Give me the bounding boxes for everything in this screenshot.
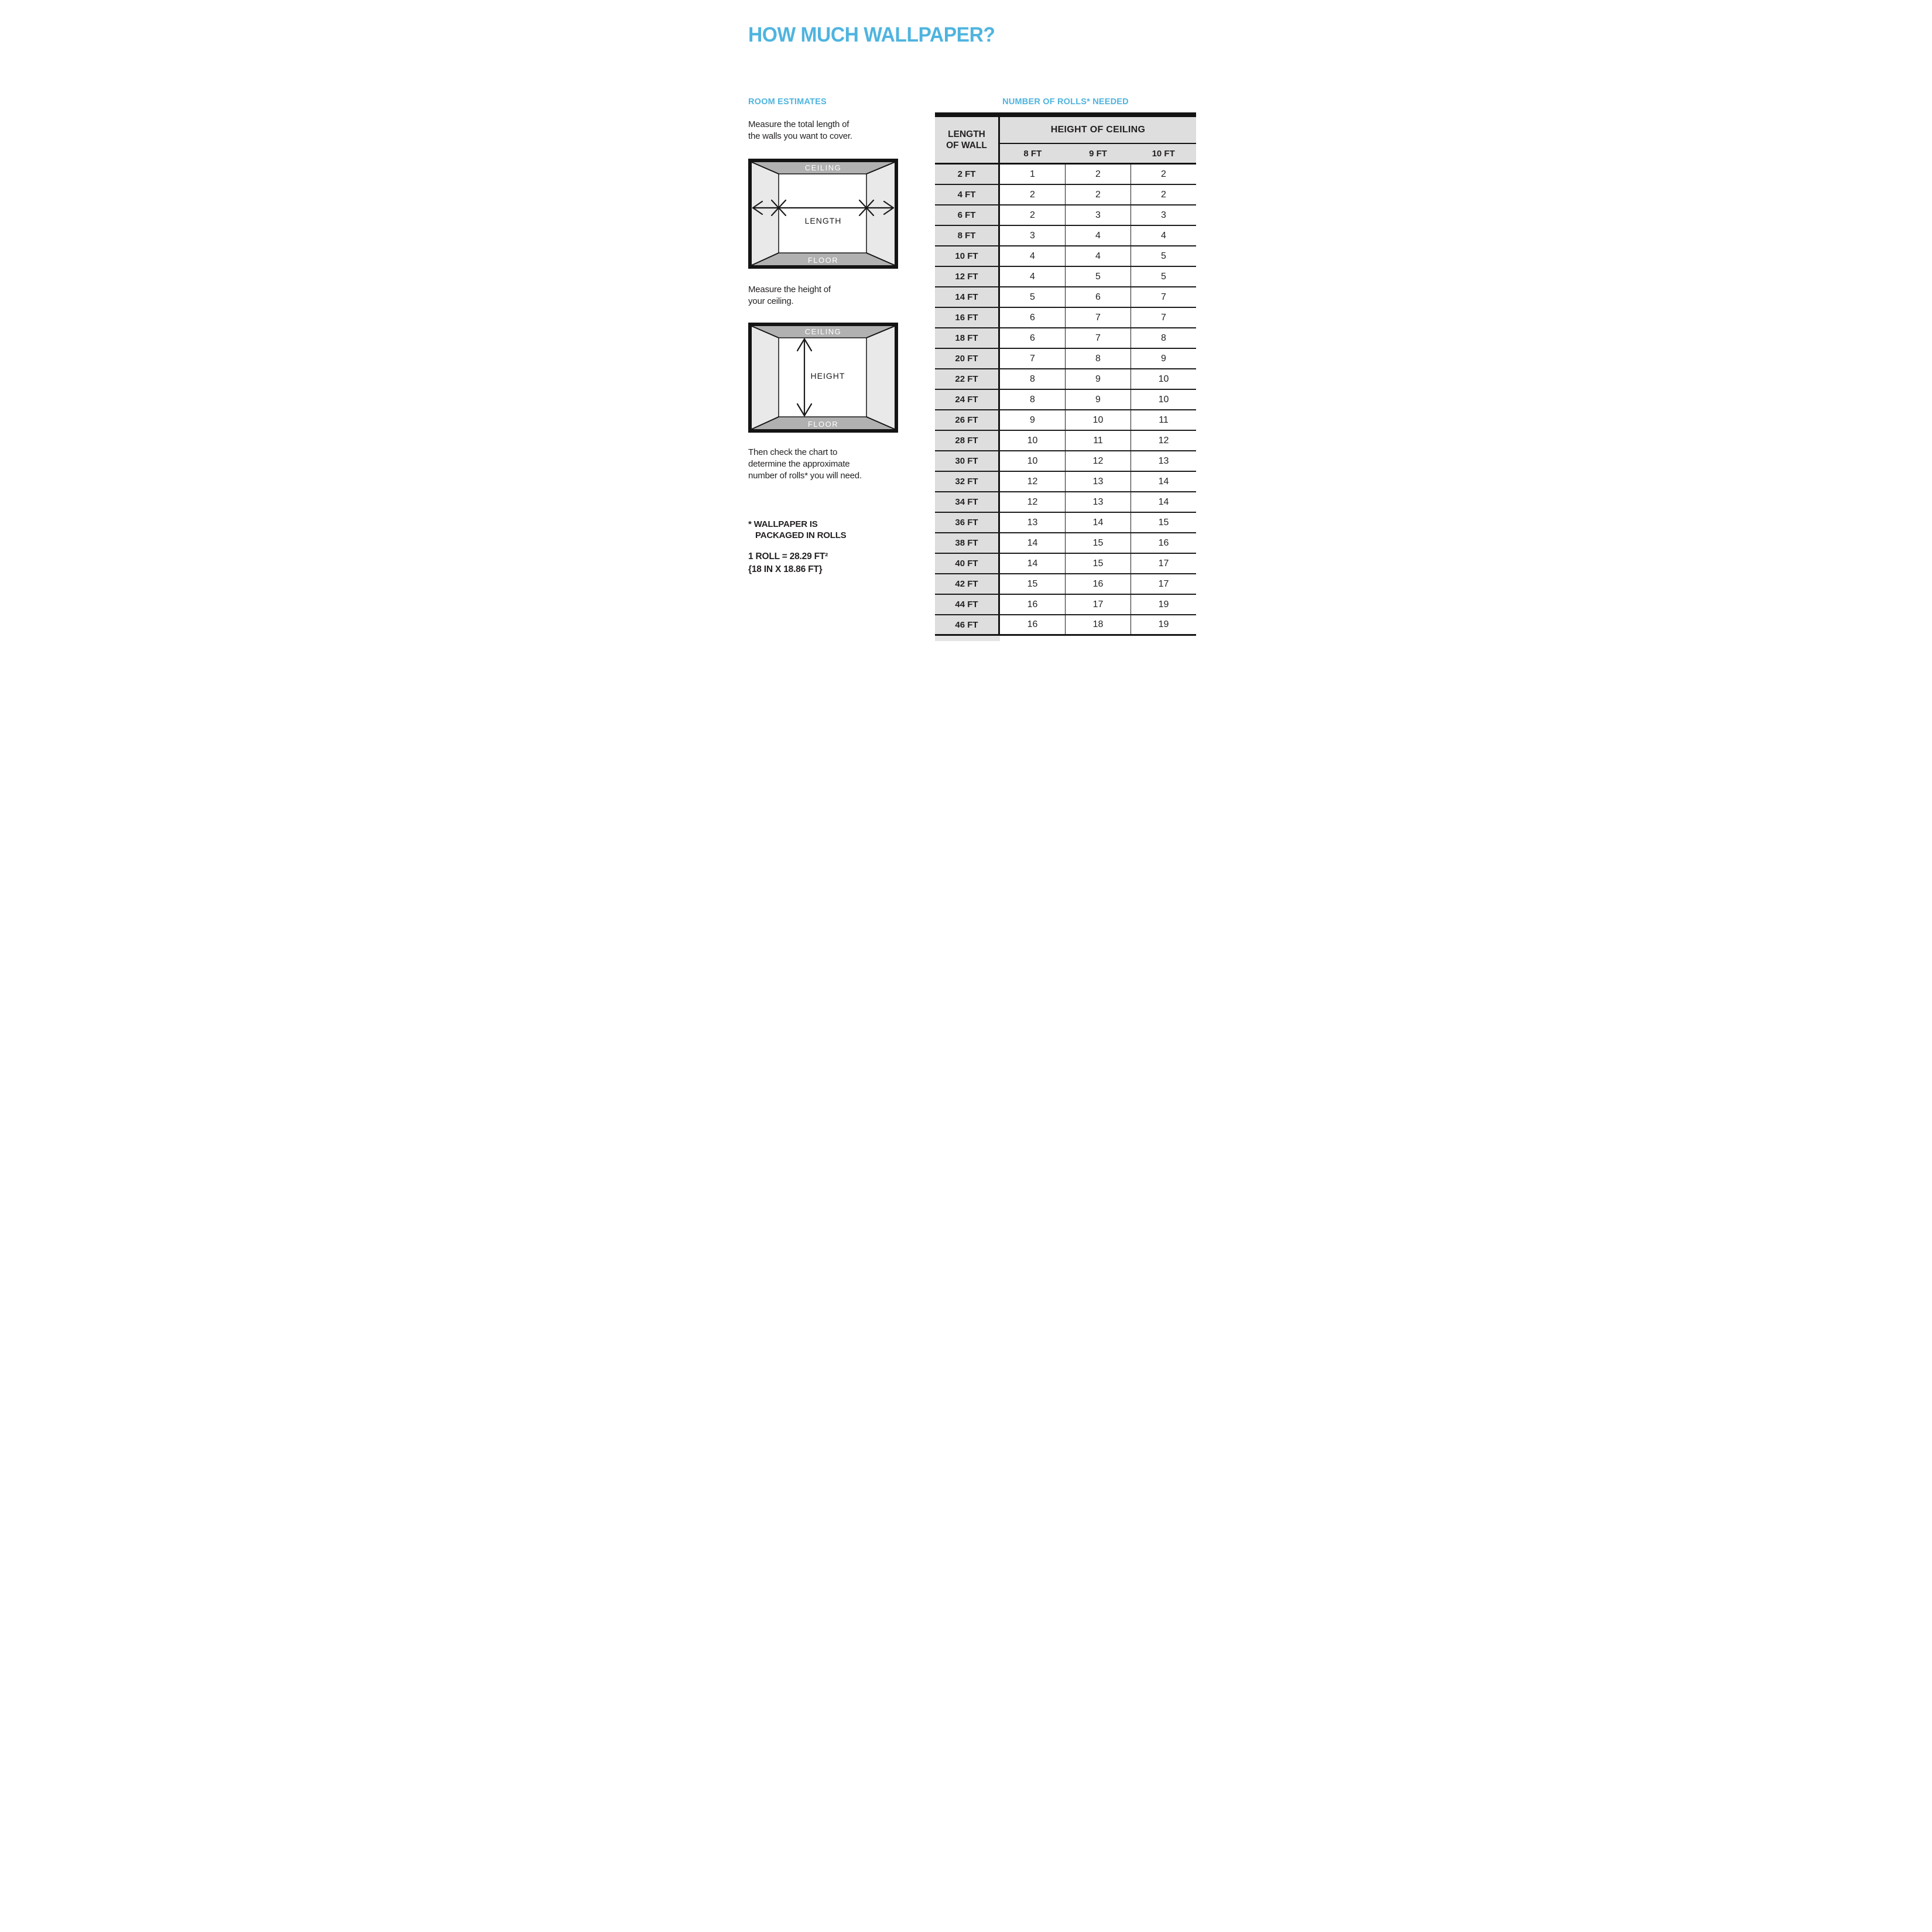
table-row	[935, 328, 1196, 349]
table-row	[935, 451, 1196, 472]
rolls-count-cell: 7	[1131, 308, 1196, 327]
rolls-count-cell: 14	[1131, 472, 1196, 491]
wallpaper-packaging-note	[748, 519, 847, 541]
rolls-count-cell: 10	[1131, 390, 1196, 409]
instruction-measure-length	[748, 119, 852, 142]
height-of-ceiling-header-group	[1000, 117, 1196, 163]
ceiling-label: CEILING	[804, 163, 842, 172]
rolls-count-cell: 9	[1000, 410, 1065, 430]
wall-length-cell: 36 FT	[935, 513, 1000, 532]
length-label: LENGTH	[804, 216, 842, 225]
wall-length-cell: 12 FT	[935, 267, 1000, 286]
left-wall	[752, 162, 779, 265]
rolls-count-cell: 15	[1000, 574, 1065, 594]
wall-length-cell: 26 FT	[935, 410, 1000, 430]
room-diagram-length	[748, 159, 898, 269]
table-row	[935, 287, 1196, 308]
rolls-count-cell: 7	[1000, 349, 1065, 368]
rolls-count-cell: 18	[1065, 615, 1131, 634]
rolls-count-cell: 5	[1065, 267, 1131, 286]
rolls-count-cell: 13	[1065, 472, 1131, 491]
rolls-count-cell: 5	[1131, 246, 1196, 266]
height-of-ceiling-header: HEIGHT OF CEILING	[1050, 125, 1146, 135]
rolls-count-cell: 7	[1065, 308, 1131, 327]
right-wall	[866, 326, 895, 429]
rolls-count-cell: 4	[1000, 246, 1065, 266]
rolls-count-cell: 8	[1000, 390, 1065, 409]
rolls-count-cell: 4	[1131, 226, 1196, 245]
rolls-count-cell: 2	[1000, 185, 1065, 204]
rolls-count-cell: 7	[1131, 287, 1196, 307]
table-corner-shadow	[935, 636, 1000, 641]
rolls-count-cell: 13	[1131, 451, 1196, 471]
floor-label: FLOOR	[807, 256, 839, 265]
rolls-count-cell: 13	[1065, 492, 1131, 512]
rolls-count-cell: 15	[1065, 554, 1131, 573]
wall-length-cell: 20 FT	[935, 349, 1000, 368]
rolls-count-cell: 16	[1131, 533, 1196, 553]
table-row	[935, 431, 1196, 451]
page-title: HOW MUCH WALLPAPER?	[748, 23, 995, 46]
rolls-count-cell: 7	[1065, 328, 1131, 348]
height-label: HEIGHT	[810, 371, 845, 381]
table-row	[935, 390, 1196, 410]
rolls-count-cell: 6	[1000, 328, 1065, 348]
rolls-count-cell: 12	[1131, 431, 1196, 450]
table-row	[935, 574, 1196, 595]
rolls-count-cell: 3	[1065, 205, 1131, 225]
col-header-8ft: 8 FT	[1023, 148, 1042, 159]
table-row	[935, 492, 1196, 513]
instruction-line: determine the approximate	[748, 459, 850, 469]
rolls-count-cell: 1	[1000, 165, 1065, 184]
note-line: PACKAGED IN ROLLS	[755, 530, 847, 540]
table-row	[935, 369, 1196, 390]
rolls-count-cell: 17	[1131, 554, 1196, 573]
rolls-count-cell: 9	[1065, 390, 1131, 409]
wall-length-cell: 40 FT	[935, 554, 1000, 573]
rolls-count-cell: 5	[1000, 287, 1065, 307]
rolls-count-cell: 15	[1065, 533, 1131, 553]
rolls-count-cell: 10	[1131, 369, 1196, 389]
rolls-count-cell: 3	[1131, 205, 1196, 225]
room-diagram-height	[748, 323, 898, 433]
rolls-count-cell: 4	[1065, 246, 1131, 266]
instruction-line: Measure the height of	[748, 285, 831, 294]
rolls-count-cell: 14	[1000, 554, 1065, 573]
wall-length-cell: 14 FT	[935, 287, 1000, 307]
rolls-count-cell: 14	[1000, 533, 1065, 553]
instruction-line: the walls you want to cover.	[748, 131, 852, 141]
table-body	[935, 165, 1196, 636]
rolls-count-cell: 8	[1065, 349, 1131, 368]
table-row	[935, 185, 1196, 205]
wall-length-cell: 2 FT	[935, 165, 1000, 184]
wall-length-cell: 10 FT	[935, 246, 1000, 266]
wall-length-cell: 30 FT	[935, 451, 1000, 471]
col-header-10ft: 10 FT	[1152, 148, 1175, 159]
room-estimates-heading: ROOM ESTIMATES	[748, 97, 827, 107]
table-row	[935, 513, 1196, 533]
rolls-count-cell: 2	[1131, 165, 1196, 184]
rolls-count-cell: 3	[1000, 226, 1065, 245]
ceiling-height-columns	[1000, 143, 1196, 163]
instruction-check-chart	[748, 447, 862, 482]
rolls-count-cell: 16	[1000, 615, 1065, 634]
rolls-count-cell: 2	[1000, 205, 1065, 225]
wall-length-cell: 24 FT	[935, 390, 1000, 409]
instruction-line: number of rolls* you will need.	[748, 471, 862, 481]
ceiling-label: CEILING	[804, 327, 842, 336]
header-line: LENGTH	[948, 129, 985, 139]
table-row	[935, 165, 1196, 185]
wall-length-cell: 4 FT	[935, 185, 1000, 204]
table-row	[935, 267, 1196, 287]
rolls-count-cell: 10	[1000, 451, 1065, 471]
wall-length-cell: 34 FT	[935, 492, 1000, 512]
back-wall	[779, 174, 866, 253]
col-header-9ft: 9 FT	[1089, 148, 1107, 159]
rolls-count-cell: 14	[1065, 513, 1131, 532]
rolls-count-cell: 13	[1000, 513, 1065, 532]
table-top-border	[935, 112, 1196, 117]
table-row	[935, 308, 1196, 328]
rolls-count-cell: 19	[1131, 595, 1196, 614]
table-row	[935, 349, 1196, 369]
rolls-count-cell: 2	[1131, 185, 1196, 204]
rolls-count-cell: 12	[1000, 472, 1065, 491]
roll-area-line: 1 ROLL = 28.29 FT²	[748, 551, 828, 561]
table-row	[935, 595, 1196, 615]
table-row	[935, 533, 1196, 554]
instruction-line: Then check the chart to	[748, 447, 838, 457]
header-line: OF WALL	[946, 141, 987, 150]
rolls-count-cell: 17	[1131, 574, 1196, 594]
wall-length-cell: 44 FT	[935, 595, 1000, 614]
rolls-count-cell: 10	[1000, 431, 1065, 450]
rolls-count-cell: 4	[1065, 226, 1131, 245]
rolls-count-cell: 12	[1000, 492, 1065, 512]
rolls-count-cell: 15	[1131, 513, 1196, 532]
rolls-count-cell: 14	[1131, 492, 1196, 512]
wall-length-cell: 38 FT	[935, 533, 1000, 553]
instruction-measure-height	[748, 284, 831, 307]
rolls-count-cell: 17	[1065, 595, 1131, 614]
wall-length-cell: 8 FT	[935, 226, 1000, 245]
wall-length-cell: 18 FT	[935, 328, 1000, 348]
instruction-line: Measure the total length of	[748, 119, 849, 129]
table-row	[935, 226, 1196, 246]
table-row	[935, 615, 1196, 636]
rolls-count-cell: 16	[1000, 595, 1065, 614]
wall-length-cell: 42 FT	[935, 574, 1000, 594]
roll-size-info	[748, 550, 828, 576]
roll-dimensions-line: {18 IN X 18.86 FT}	[748, 564, 823, 574]
table-row	[935, 246, 1196, 267]
rolls-count-cell: 6	[1000, 308, 1065, 327]
rolls-count-cell: 2	[1065, 165, 1131, 184]
rolls-count-cell: 6	[1065, 287, 1131, 307]
rolls-count-cell: 11	[1065, 431, 1131, 450]
rolls-count-cell: 8	[1131, 328, 1196, 348]
right-wall	[866, 162, 895, 265]
rolls-count-cell: 11	[1131, 410, 1196, 430]
instruction-line: your ceiling.	[748, 296, 794, 306]
rolls-count-cell: 12	[1065, 451, 1131, 471]
wall-length-cell: 28 FT	[935, 431, 1000, 450]
rolls-count-cell: 9	[1065, 369, 1131, 389]
table-header	[935, 117, 1196, 165]
table-row	[935, 205, 1196, 226]
rolls-needed-heading: NUMBER OF ROLLS* NEEDED	[1002, 97, 1129, 107]
wall-length-cell: 6 FT	[935, 205, 1000, 225]
rolls-count-cell: 5	[1131, 267, 1196, 286]
wall-length-cell: 46 FT	[935, 615, 1000, 634]
page	[644, 0, 1288, 644]
table-row	[935, 554, 1196, 574]
rolls-count-cell: 16	[1065, 574, 1131, 594]
rolls-count-cell: 19	[1131, 615, 1196, 634]
rolls-count-cell: 4	[1000, 267, 1065, 286]
rolls-count-cell: 8	[1000, 369, 1065, 389]
rolls-count-cell: 9	[1131, 349, 1196, 368]
rolls-count-cell: 2	[1065, 185, 1131, 204]
floor-label: FLOOR	[807, 420, 839, 429]
wall-length-cell: 16 FT	[935, 308, 1000, 327]
rolls-count-cell: 10	[1065, 410, 1131, 430]
table-row	[935, 410, 1196, 431]
left-wall	[752, 326, 779, 429]
table-row	[935, 472, 1196, 492]
rolls-needed-table	[935, 112, 1196, 641]
length-of-wall-header	[935, 117, 1000, 163]
wall-length-cell: 32 FT	[935, 472, 1000, 491]
note-line: * WALLPAPER IS	[748, 519, 818, 529]
wall-length-cell: 22 FT	[935, 369, 1000, 389]
